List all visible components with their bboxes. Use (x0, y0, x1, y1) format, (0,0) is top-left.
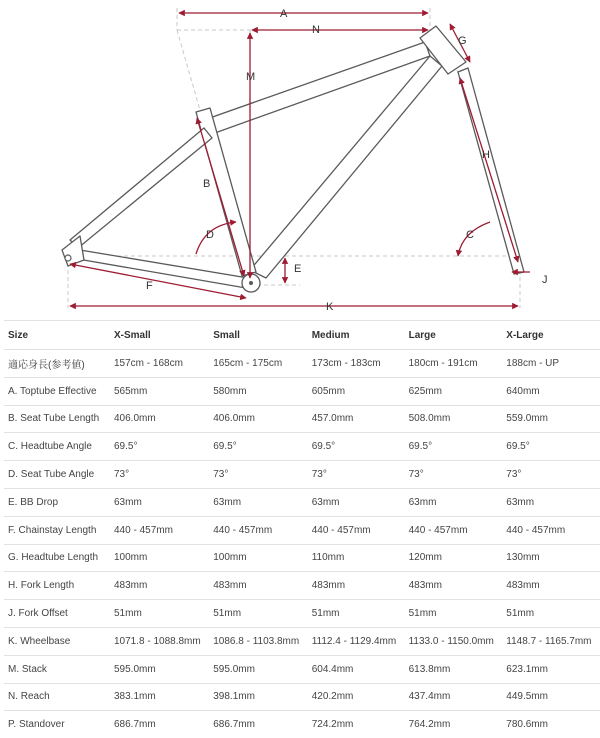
table-cell: 764.2mm (405, 711, 503, 738)
header-size: Size (4, 321, 110, 350)
geometry-table (4, 320, 600, 738)
table-cell: 625mm (405, 377, 503, 405)
table-cell: 420.2mm (308, 683, 405, 711)
table-cell: 51mm (502, 600, 600, 628)
table-cell: 565mm (110, 377, 209, 405)
label-d: D (206, 229, 214, 241)
table-cell: 406.0mm (110, 405, 209, 433)
table-row (4, 655, 600, 683)
label-a: A (280, 8, 288, 20)
header-large: Large (405, 321, 503, 350)
table-cell: 595.0mm (209, 655, 307, 683)
table-cell: 173cm - 183cm (308, 350, 405, 378)
table-cell: 69.5° (502, 433, 600, 461)
row-label: M. Stack (4, 655, 110, 683)
table-cell: 483mm (405, 572, 503, 600)
table-cell: 69.5° (110, 433, 209, 461)
table-row (4, 627, 600, 655)
table-cell: 69.5° (405, 433, 503, 461)
table-cell: 605mm (308, 377, 405, 405)
table-cell: 623.1mm (502, 655, 600, 683)
frame-geometry-svg (0, 0, 600, 318)
table-header-row (4, 321, 600, 350)
table-cell: 559.0mm (502, 405, 600, 433)
table-cell: 686.7mm (110, 711, 209, 738)
row-label: B. Seat Tube Length (4, 405, 110, 433)
header-medium: Medium (308, 321, 405, 350)
table-cell: 73° (502, 461, 600, 489)
table-cell: 686.7mm (209, 711, 307, 738)
table-cell: 51mm (110, 600, 209, 628)
table-cell: 640mm (502, 377, 600, 405)
table-cell: 73° (308, 461, 405, 489)
rear-axle (65, 255, 71, 261)
down-tube (250, 56, 442, 278)
table-row (4, 350, 600, 378)
table-cell: 63mm (502, 488, 600, 516)
table-cell: 63mm (405, 488, 503, 516)
table-cell: 383.1mm (110, 683, 209, 711)
table-cell: 457.0mm (308, 405, 405, 433)
table-row (4, 377, 600, 405)
table-cell: 595.0mm (110, 655, 209, 683)
row-label: H. Fork Length (4, 572, 110, 600)
table-row (4, 600, 600, 628)
table-cell: 449.5mm (502, 683, 600, 711)
table-cell: 69.5° (308, 433, 405, 461)
table-cell: 483mm (502, 572, 600, 600)
table-cell: 130mm (502, 544, 600, 572)
row-label: N. Reach (4, 683, 110, 711)
table-cell: 51mm (308, 600, 405, 628)
table-cell: 69.5° (209, 433, 307, 461)
table-cell: 398.1mm (209, 683, 307, 711)
table-cell: 1133.0 - 1150.0mm (405, 627, 503, 655)
table-cell: 1086.8 - 1103.8mm (209, 627, 307, 655)
table-row (4, 572, 600, 600)
table-cell: 73° (405, 461, 503, 489)
table-row (4, 544, 600, 572)
table-cell: 440 - 457mm (308, 516, 405, 544)
table-cell: 440 - 457mm (405, 516, 503, 544)
table-cell: 1148.7 - 1165.7mm (502, 627, 600, 655)
row-label: D. Seat Tube Angle (4, 461, 110, 489)
label-b: B (203, 178, 211, 190)
row-label: 適応身長(参考値) (4, 350, 110, 378)
table-cell: 406.0mm (209, 405, 307, 433)
row-label: G. Headtube Length (4, 544, 110, 572)
label-j: J (542, 274, 548, 286)
table-cell: 73° (209, 461, 307, 489)
header-x-large: X-Large (502, 321, 600, 350)
label-h: H (482, 149, 490, 161)
row-label: K. Wheelbase (4, 627, 110, 655)
label-f: F (146, 280, 153, 292)
row-label: E. BB Drop (4, 488, 110, 516)
label-k: K (326, 301, 334, 313)
table-cell: 508.0mm (405, 405, 503, 433)
table-cell: 1071.8 - 1088.8mm (110, 627, 209, 655)
table-cell: 483mm (110, 572, 209, 600)
table-cell: 780.6mm (502, 711, 600, 738)
table-cell: 63mm (110, 488, 209, 516)
frame-geometry-diagram (0, 0, 600, 318)
bike-frame (62, 26, 524, 288)
table-cell: 100mm (110, 544, 209, 572)
table-cell: 440 - 457mm (502, 516, 600, 544)
table-cell: 440 - 457mm (110, 516, 209, 544)
table-cell: 110mm (308, 544, 405, 572)
label-n: N (312, 24, 320, 36)
table-cell: 73° (110, 461, 209, 489)
table-cell: 51mm (209, 600, 307, 628)
table-cell: 437.4mm (405, 683, 503, 711)
table-row (4, 461, 600, 489)
table-cell: 157cm - 168cm (110, 350, 209, 378)
table-row (4, 405, 600, 433)
table-cell: 63mm (209, 488, 307, 516)
table-cell: 724.2mm (308, 711, 405, 738)
table-row (4, 433, 600, 461)
label-m: M (246, 71, 256, 83)
table-cell: 1112.4 - 1129.4mm (308, 627, 405, 655)
fork-leg (458, 68, 524, 274)
row-label: A. Toptube Effective (4, 377, 110, 405)
label-g: G (458, 35, 467, 47)
table-cell: 51mm (405, 600, 503, 628)
table-cell: 483mm (308, 572, 405, 600)
label-e: E (294, 263, 302, 275)
table-row (4, 711, 600, 738)
table-cell: 63mm (308, 488, 405, 516)
dim-c-arc (458, 222, 490, 256)
label-c: C (466, 229, 474, 241)
header-small: Small (209, 321, 307, 350)
table-cell: 100mm (209, 544, 307, 572)
table-cell: 604.4mm (308, 655, 405, 683)
row-label: F. Chainstay Length (4, 516, 110, 544)
table-cell: 613.8mm (405, 655, 503, 683)
seat-stay (70, 128, 212, 248)
row-label: C. Headtube Angle (4, 433, 110, 461)
row-label: J. Fork Offset (4, 600, 110, 628)
table-cell: 120mm (405, 544, 503, 572)
bottom-bracket-center (249, 281, 253, 285)
table-row (4, 683, 600, 711)
header-x-small: X-Small (110, 321, 209, 350)
table-cell: 440 - 457mm (209, 516, 307, 544)
table-cell: 188cm - UP (502, 350, 600, 378)
dim-b-line (197, 118, 244, 276)
table-cell: 580mm (209, 377, 307, 405)
row-label: P. Standover (4, 711, 110, 738)
table-row (4, 488, 600, 516)
table-cell: 180cm - 191cm (405, 350, 503, 378)
table-cell: 165cm - 175cm (209, 350, 307, 378)
table-row (4, 516, 600, 544)
table-cell: 483mm (209, 572, 307, 600)
